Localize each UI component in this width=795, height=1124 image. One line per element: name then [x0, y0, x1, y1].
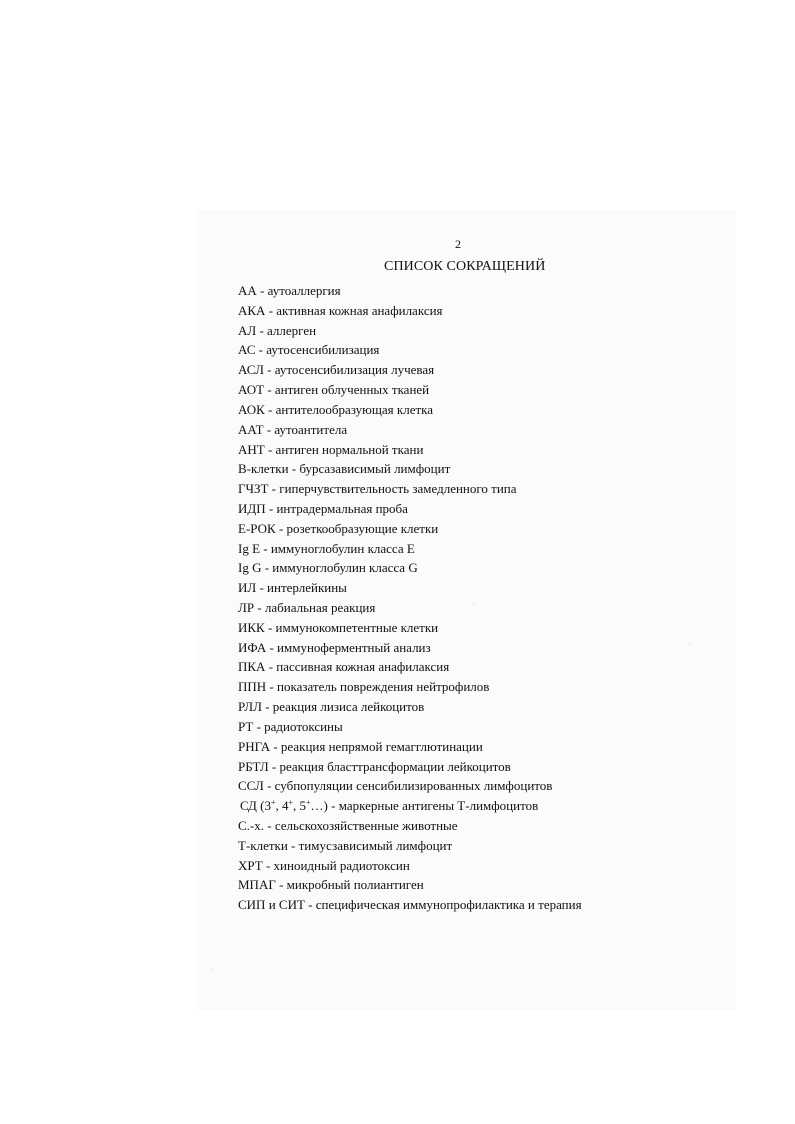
cd-sup-3: +	[306, 798, 311, 808]
list-item-rnga: РНГА - реакция непрямой гемагглютинации	[238, 738, 483, 754]
list-item-sd	[240, 796, 582, 816]
list-item-il: ИЛ - интерлейкины	[238, 580, 347, 596]
cd-suffix: …) - маркерные антигены Т-лимфоцитов	[310, 798, 539, 814]
list-item-al: АЛ - аллерген	[238, 322, 317, 338]
cd-sup-2: +	[288, 798, 294, 808]
cd-sup-1: +	[270, 798, 276, 808]
list-item-aot: АОТ - антиген облученных тканей	[238, 382, 430, 398]
list-item-pka: ПКА - пассивная кожная анафилаксия	[238, 659, 450, 675]
list-item-idp: ИДП - интрадермальная проба	[238, 500, 408, 516]
list-item-rt: РТ - радиотоксины	[238, 718, 343, 734]
list-item-ant: АНТ - антиген нормальной ткани	[238, 441, 424, 457]
list-item-ig-e: Ig Е - иммуноглобулин класса Е	[238, 540, 415, 556]
list-item-ikk: ИКК - иммунокомпетентные клетки	[238, 619, 439, 635]
list-item-ppn: ППН - показатель повреждения нейтрофилов	[238, 679, 490, 695]
list-item-ig-g: Ig G - иммуноглобулин класса G	[238, 560, 418, 576]
list-item-asl: АСЛ - аутосенсибилизация лучевая	[238, 362, 435, 378]
list-item-gchzt: ГЧЗТ - гиперчувствительность замедленного типа	[238, 481, 517, 497]
list-item-hrt: ХРТ - хиноидный радиотоксин	[238, 857, 410, 873]
list-item-rbtl: РБТЛ - реакция бласттрансформации лейкоцитов	[238, 758, 511, 774]
cd-separator-2: , 5	[293, 798, 307, 814]
page-title: СПИСОК СОКРАЩЕНИЙ	[384, 259, 546, 274]
list-item-ifa: ИФА - иммуноферментный анализ	[238, 639, 431, 655]
list-item-t-cells: Т-клетки - тимусзависимый лимфоцит	[238, 837, 453, 853]
list-item-e-rok: Е-РОК - розеткообразующие клетки	[238, 520, 439, 536]
scan-speck: ·	[472, 600, 475, 609]
list-item-ssl: ССЛ - субпопуляции сенсибилизированных лимфоцитов	[238, 778, 553, 794]
scan-speck: ·	[210, 965, 213, 974]
cd-prefix: СД (3	[240, 798, 271, 814]
list-item-lr: ЛР - лабиальная реакция	[238, 600, 376, 615]
abbreviation-list	[238, 281, 582, 915]
list-item-aat: ААТ - аутоантитела	[238, 421, 348, 437]
list-item-sip-sit: СИП и СИТ - специфическая иммунопрофилактика и терапия	[238, 897, 582, 913]
list-item-rll: РЛЛ - реакция лизиса лейкоцитов	[238, 699, 425, 715]
list-item-aka: АКА - активная кожная анафилаксия	[238, 302, 443, 318]
list-item-mpag: МПАГ - микробный полиантиген	[238, 877, 424, 893]
page-number: 2	[455, 237, 461, 251]
scan-speck: ·	[688, 640, 691, 649]
list-item-b-cells: В-клетки - бурсазависимый лимфоцит	[238, 461, 451, 477]
list-item-as: АС - аутосенсибилизация	[238, 342, 380, 358]
list-item-aok: АОК - антителообразующая клетка	[238, 401, 434, 417]
list-item-aa: АА - аутоаллергия	[238, 283, 341, 298]
cd-separator-1: , 4	[275, 798, 289, 814]
list-item-skh: С.-х. - сельскохозяйственные животные	[238, 817, 458, 833]
